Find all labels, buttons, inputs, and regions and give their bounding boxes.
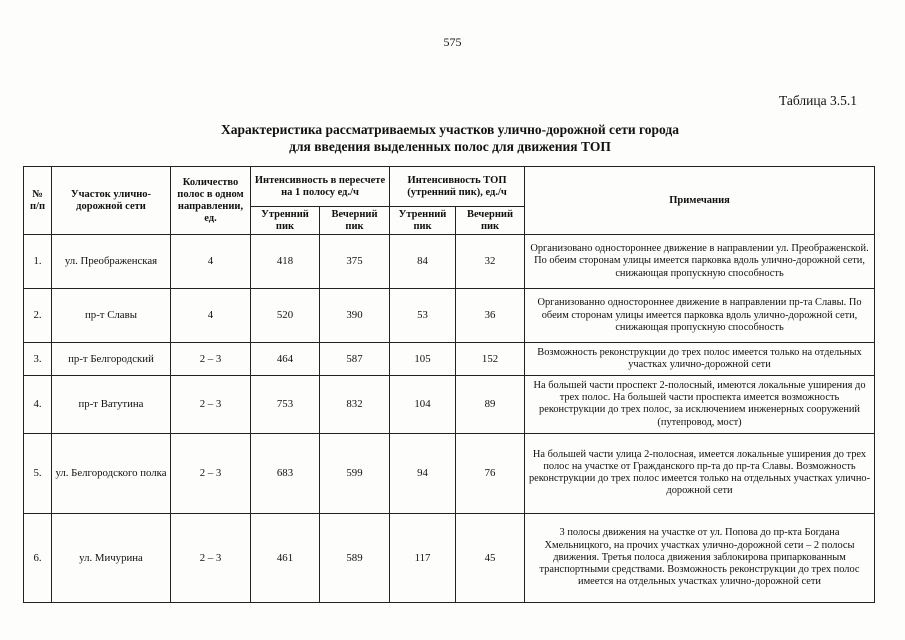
cell-int-morning: 520 (251, 289, 320, 343)
table-row (24, 513, 875, 602)
table-row (24, 433, 875, 513)
cell-top-morning: 94 (390, 433, 456, 513)
cell-int-morning: 683 (251, 433, 320, 513)
cell-int-morning: 461 (251, 513, 320, 602)
cell-section: пр-т Славы (52, 289, 171, 343)
header-lanes: Количество полос в одном направлении, ед. (171, 167, 251, 235)
cell-notes: На большей части улица 2-полосная, имеется локальные уширения до трех полос на участке от Гражданского пр-та до пр-та Славы. Возможность реконструкции до трех полос имеется только на отдельных участках улично-дорожной сети (525, 433, 875, 513)
cell-lanes: 2 – 3 (171, 376, 251, 433)
cell-section: ул. Белгородского полка (52, 433, 171, 513)
cell-top-evening: 89 (456, 376, 525, 433)
header-intensity: Интенсивность в пересчете на 1 полосу ед./ч (251, 167, 390, 207)
cell-num: 3. (24, 343, 52, 376)
table-row (24, 376, 875, 433)
cell-lanes: 4 (171, 235, 251, 289)
table-label: Таблица 3.5.1 (779, 93, 857, 108)
table-row (24, 235, 875, 289)
cell-section: ул. Преображенская (52, 235, 171, 289)
cell-int-morning: 418 (251, 235, 320, 289)
cell-top-evening: 32 (456, 235, 525, 289)
cell-int-evening: 599 (320, 433, 390, 513)
cell-num: 5. (24, 433, 52, 513)
header-top-evening: Вечерний пик (456, 207, 525, 235)
table-row (24, 289, 875, 343)
header-num: № п/п (24, 167, 52, 235)
cell-int-evening: 375 (320, 235, 390, 289)
cell-int-evening: 589 (320, 513, 390, 602)
cell-section: пр-т Белгородский (52, 343, 171, 376)
cell-top-evening: 76 (456, 433, 525, 513)
cell-lanes: 2 – 3 (171, 343, 251, 376)
cell-num: 6. (24, 513, 52, 602)
cell-notes: Организовано одностороннее движение в направлении ул. Преображенской. По обеим сторонам улицы имеется парковка вдоль улично-дорожной сети, снижающая пропускную способность (525, 235, 875, 289)
cell-lanes: 4 (171, 289, 251, 343)
cell-top-morning: 105 (390, 343, 456, 376)
cell-top-evening: 36 (456, 289, 525, 343)
cell-num: 4. (24, 376, 52, 433)
cell-lanes: 2 – 3 (171, 433, 251, 513)
table-title (150, 121, 750, 155)
cell-notes: 3 полосы движения на участке от ул. Попова до пр-кта Богдана Хмельницкого, на прочих участках улично-дорожной сети – 2 полосы движения. Третья полоса движения заблокирова припаркованным транспортными средствами. Возможность реконструкции до трех полос имеется на отдельных участках улично-дорожной сети (525, 513, 875, 602)
cell-int-morning: 464 (251, 343, 320, 376)
cell-section: ул. Мичурина (52, 513, 171, 602)
cell-int-evening: 587 (320, 343, 390, 376)
cell-num: 2. (24, 289, 52, 343)
header-section: Участок улично-дорожной сети (52, 167, 171, 235)
header-top-morning: Утренний пик (390, 207, 456, 235)
cell-notes: Возможность реконструкции до трех полос имеется только на отдельных участках улично-дорожной сети (525, 343, 875, 376)
cell-int-evening: 390 (320, 289, 390, 343)
header-morning: Утренний пик (251, 207, 320, 235)
data-table (23, 166, 875, 603)
cell-top-morning: 117 (390, 513, 456, 602)
header-evening: Вечерний пик (320, 207, 390, 235)
header-notes: Примечания (525, 167, 875, 235)
cell-num: 1. (24, 235, 52, 289)
cell-top-morning: 84 (390, 235, 456, 289)
table-title-line-2: для введения выделенных полос для движения ТОП (289, 139, 611, 154)
cell-lanes: 2 – 3 (171, 513, 251, 602)
cell-int-morning: 753 (251, 376, 320, 433)
page-number: 575 (443, 35, 462, 49)
cell-top-evening: 152 (456, 343, 525, 376)
table-row (24, 343, 875, 376)
header-intensity-top: Интенсивность ТОП (утренний пик), ед./ч (390, 167, 525, 207)
cell-notes: На большей части проспект 2-полосный, имеются локальные уширения до трех полос. На большей части проспекта имеется возможность реконструкции до трех полос, за исключением инженерных сооружений (путепровод, мост) (525, 376, 875, 433)
cell-section: пр-т Ватутина (52, 376, 171, 433)
table-title-line-1: Характеристика рассматриваемых участков улично-дорожной сети города (221, 122, 679, 137)
cell-top-evening: 45 (456, 513, 525, 602)
cell-top-morning: 104 (390, 376, 456, 433)
cell-notes: Организованно одностороннее движение в направлении пр-та Славы. По обеим сторонам улицы имеется парковка вдоль улично-дорожной сети, снижающая пропускную способность (525, 289, 875, 343)
cell-top-morning: 53 (390, 289, 456, 343)
cell-int-evening: 832 (320, 376, 390, 433)
